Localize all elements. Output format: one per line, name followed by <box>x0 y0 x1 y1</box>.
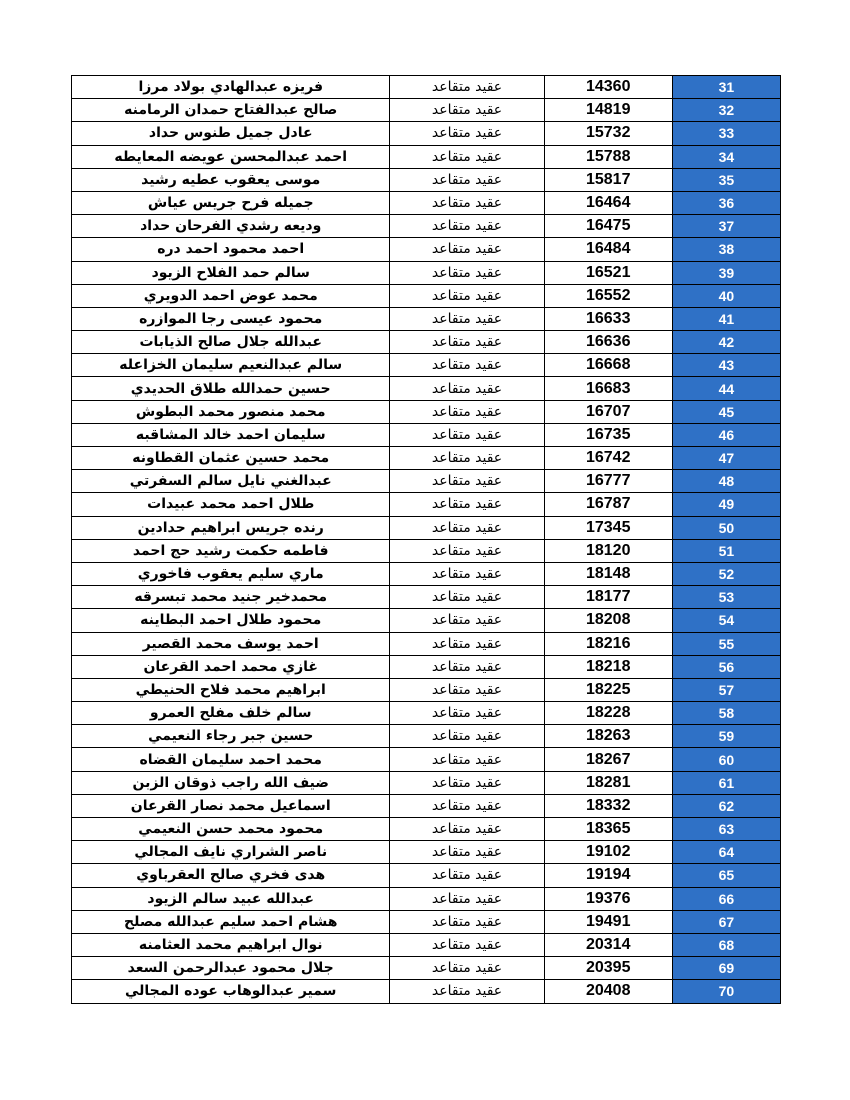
number-cell: 16552 <box>544 284 672 307</box>
name-cell: عبدالغني نايل سالم السفرتي <box>72 470 390 493</box>
rank-cell: عقيد متقاعد <box>390 215 544 238</box>
table-row <box>72 400 781 423</box>
rank-cell: عقيد متقاعد <box>390 423 544 446</box>
table-row <box>72 980 781 1003</box>
rank-cell: عقيد متقاعد <box>390 238 544 261</box>
index-cell: 41 <box>672 307 780 330</box>
name-cell: غازي محمد احمد القرعان <box>72 655 390 678</box>
number-cell: 16475 <box>544 215 672 238</box>
name-cell: وديعه رشدي الفرحان حداد <box>72 215 390 238</box>
index-cell: 58 <box>672 702 780 725</box>
index-cell: 70 <box>672 980 780 1003</box>
rank-cell: عقيد متقاعد <box>390 516 544 539</box>
rank-cell: عقيد متقاعد <box>390 145 544 168</box>
index-cell: 52 <box>672 562 780 585</box>
name-cell: فاطمه حكمت رشيد حج احمد <box>72 539 390 562</box>
index-cell: 43 <box>672 354 780 377</box>
rank-cell: عقيد متقاعد <box>390 632 544 655</box>
table-body <box>72 76 781 1004</box>
name-cell: سالم عبدالنعيم سليمان الخزاعله <box>72 354 390 377</box>
rank-cell: عقيد متقاعد <box>390 702 544 725</box>
table-row <box>72 586 781 609</box>
number-cell: 18208 <box>544 609 672 632</box>
table-row <box>72 99 781 122</box>
table-row <box>72 354 781 377</box>
index-cell: 46 <box>672 423 780 446</box>
index-cell: 67 <box>672 910 780 933</box>
number-cell: 18148 <box>544 562 672 585</box>
name-cell: صالح عبدالفتاح حمدان الرمامنه <box>72 99 390 122</box>
number-cell: 16777 <box>544 470 672 493</box>
number-cell: 20395 <box>544 957 672 980</box>
name-cell: محمد حسين عثمان القطاونه <box>72 447 390 470</box>
number-cell: 19102 <box>544 841 672 864</box>
name-cell: حسين حمدالله طلاق الحديدي <box>72 377 390 400</box>
index-cell: 54 <box>672 609 780 632</box>
name-cell: محمدخير جنيد محمد تبسرقه <box>72 586 390 609</box>
name-cell: ابراهيم محمد فلاح الحنيطي <box>72 678 390 701</box>
name-cell: حسين جبر رجاء النعيمي <box>72 725 390 748</box>
number-cell: 19491 <box>544 910 672 933</box>
number-cell: 19194 <box>544 864 672 887</box>
rank-cell: عقيد متقاعد <box>390 400 544 423</box>
number-cell: 16521 <box>544 261 672 284</box>
table-row <box>72 725 781 748</box>
name-cell: ضيف الله راجب ذوقان الزبن <box>72 771 390 794</box>
table-row <box>72 122 781 145</box>
number-cell: 18263 <box>544 725 672 748</box>
number-cell: 15788 <box>544 145 672 168</box>
name-cell: فريزه عبدالهادي بولاد مرزا <box>72 76 390 99</box>
number-cell: 16787 <box>544 493 672 516</box>
name-cell: طلال احمد محمد عبيدات <box>72 493 390 516</box>
number-cell: 20314 <box>544 933 672 956</box>
rank-cell: عقيد متقاعد <box>390 841 544 864</box>
index-cell: 66 <box>672 887 780 910</box>
table-row <box>72 562 781 585</box>
name-cell: محمد منصور محمد البطوش <box>72 400 390 423</box>
index-cell: 59 <box>672 725 780 748</box>
table-row <box>72 493 781 516</box>
index-cell: 68 <box>672 933 780 956</box>
table-row <box>72 331 781 354</box>
rank-cell: عقيد متقاعد <box>390 447 544 470</box>
table-row <box>72 423 781 446</box>
index-cell: 56 <box>672 655 780 678</box>
number-cell: 15817 <box>544 168 672 191</box>
rank-cell: عقيد متقاعد <box>390 933 544 956</box>
index-cell: 34 <box>672 145 780 168</box>
table-row <box>72 470 781 493</box>
index-cell: 65 <box>672 864 780 887</box>
index-cell: 64 <box>672 841 780 864</box>
name-cell: محمد عوض احمد الدويري <box>72 284 390 307</box>
name-cell: هشام احمد سليم عبدالله مصلح <box>72 910 390 933</box>
table-row <box>72 238 781 261</box>
table-row <box>72 818 781 841</box>
table-row <box>72 864 781 887</box>
number-cell: 20408 <box>544 980 672 1003</box>
number-cell: 16464 <box>544 191 672 214</box>
table-row <box>72 910 781 933</box>
index-cell: 31 <box>672 76 780 99</box>
name-cell: موسى يعقوب عطيه رشيد <box>72 168 390 191</box>
table-row <box>72 609 781 632</box>
name-cell: سالم حمد الفلاح الزيود <box>72 261 390 284</box>
index-cell: 62 <box>672 794 780 817</box>
number-cell: 16735 <box>544 423 672 446</box>
number-cell: 16707 <box>544 400 672 423</box>
index-cell: 57 <box>672 678 780 701</box>
name-cell: ماري سليم يعقوب فاخوري <box>72 562 390 585</box>
index-cell: 69 <box>672 957 780 980</box>
number-cell: 16742 <box>544 447 672 470</box>
name-cell: جميله فرح جريس عياش <box>72 191 390 214</box>
rank-cell: عقيد متقاعد <box>390 562 544 585</box>
index-cell: 33 <box>672 122 780 145</box>
rank-cell: عقيد متقاعد <box>390 354 544 377</box>
table-row <box>72 771 781 794</box>
number-cell: 16633 <box>544 307 672 330</box>
name-cell: نوال ابراهيم محمد العثامنه <box>72 933 390 956</box>
rank-cell: عقيد متقاعد <box>390 980 544 1003</box>
name-cell: احمد يوسف محمد القصير <box>72 632 390 655</box>
index-cell: 55 <box>672 632 780 655</box>
index-cell: 48 <box>672 470 780 493</box>
number-cell: 16636 <box>544 331 672 354</box>
number-cell: 18228 <box>544 702 672 725</box>
name-cell: احمد عبدالمحسن عويضه المعايطه <box>72 145 390 168</box>
table-row <box>72 145 781 168</box>
table-row <box>72 841 781 864</box>
rank-cell: عقيد متقاعد <box>390 957 544 980</box>
index-cell: 39 <box>672 261 780 284</box>
number-cell: 15732 <box>544 122 672 145</box>
rank-cell: عقيد متقاعد <box>390 493 544 516</box>
number-cell: 18365 <box>544 818 672 841</box>
rank-cell: عقيد متقاعد <box>390 76 544 99</box>
table-row <box>72 794 781 817</box>
name-cell: رنده جريس ابراهيم حدادين <box>72 516 390 539</box>
rank-cell: عقيد متقاعد <box>390 331 544 354</box>
index-cell: 51 <box>672 539 780 562</box>
index-cell: 63 <box>672 818 780 841</box>
index-cell: 60 <box>672 748 780 771</box>
index-cell: 53 <box>672 586 780 609</box>
rank-cell: عقيد متقاعد <box>390 910 544 933</box>
rank-cell: عقيد متقاعد <box>390 586 544 609</box>
table-row <box>72 76 781 99</box>
index-cell: 44 <box>672 377 780 400</box>
index-cell: 38 <box>672 238 780 261</box>
number-cell: 18218 <box>544 655 672 678</box>
name-cell: سمير عبدالوهاب عوده المجالي <box>72 980 390 1003</box>
table-row <box>72 261 781 284</box>
table-row <box>72 632 781 655</box>
index-cell: 45 <box>672 400 780 423</box>
table-row <box>72 377 781 400</box>
table-row <box>72 678 781 701</box>
table-row <box>72 887 781 910</box>
table-row <box>72 539 781 562</box>
table-row <box>72 655 781 678</box>
number-cell: 18332 <box>544 794 672 817</box>
table-row <box>72 307 781 330</box>
number-cell: 18225 <box>544 678 672 701</box>
table-row <box>72 168 781 191</box>
name-cell: جلال محمود عبدالرحمن السعد <box>72 957 390 980</box>
number-cell: 16484 <box>544 238 672 261</box>
rank-cell: عقيد متقاعد <box>390 191 544 214</box>
rank-cell: عقيد متقاعد <box>390 377 544 400</box>
name-cell: سالم خلف مفلح العمرو <box>72 702 390 725</box>
number-cell: 18216 <box>544 632 672 655</box>
rank-cell: عقيد متقاعد <box>390 99 544 122</box>
name-cell: هدى فخري صالح العقرباوي <box>72 864 390 887</box>
number-cell: 14360 <box>544 76 672 99</box>
number-cell: 18177 <box>544 586 672 609</box>
name-cell: عبدالله جلال صالح الذيابات <box>72 331 390 354</box>
index-cell: 42 <box>672 331 780 354</box>
index-cell: 47 <box>672 447 780 470</box>
number-cell: 19376 <box>544 887 672 910</box>
name-cell: اسماعيل محمد نصار القرعان <box>72 794 390 817</box>
rank-cell: عقيد متقاعد <box>390 168 544 191</box>
name-cell: عادل جميل طنوس حداد <box>72 122 390 145</box>
index-cell: 35 <box>672 168 780 191</box>
rank-cell: عقيد متقاعد <box>390 887 544 910</box>
rank-cell: عقيد متقاعد <box>390 122 544 145</box>
rank-cell: عقيد متقاعد <box>390 678 544 701</box>
rank-cell: عقيد متقاعد <box>390 725 544 748</box>
rank-cell: عقيد متقاعد <box>390 261 544 284</box>
table-row <box>72 933 781 956</box>
number-cell: 16683 <box>544 377 672 400</box>
rank-cell: عقيد متقاعد <box>390 794 544 817</box>
number-cell: 14819 <box>544 99 672 122</box>
index-cell: 49 <box>672 493 780 516</box>
table-row <box>72 447 781 470</box>
rank-cell: عقيد متقاعد <box>390 284 544 307</box>
name-cell: محمد احمد سليمان القضاه <box>72 748 390 771</box>
index-cell: 36 <box>672 191 780 214</box>
number-cell: 18120 <box>544 539 672 562</box>
index-cell: 32 <box>672 99 780 122</box>
table-row <box>72 215 781 238</box>
index-cell: 40 <box>672 284 780 307</box>
name-cell: ناصر الشراري نايف المجالي <box>72 841 390 864</box>
name-cell: محمود محمد حسن النعيمي <box>72 818 390 841</box>
number-cell: 17345 <box>544 516 672 539</box>
number-cell: 18281 <box>544 771 672 794</box>
name-cell: محمود طلال احمد البطاينه <box>72 609 390 632</box>
table-row <box>72 191 781 214</box>
name-cell: سليمان احمد خالد المشاقبه <box>72 423 390 446</box>
index-cell: 50 <box>672 516 780 539</box>
rank-cell: عقيد متقاعد <box>390 864 544 887</box>
rank-cell: عقيد متقاعد <box>390 470 544 493</box>
retirees-table <box>71 75 781 1004</box>
table-row <box>72 516 781 539</box>
table-row <box>72 702 781 725</box>
number-cell: 16668 <box>544 354 672 377</box>
table-row <box>72 284 781 307</box>
rank-cell: عقيد متقاعد <box>390 818 544 841</box>
number-cell: 18267 <box>544 748 672 771</box>
index-cell: 61 <box>672 771 780 794</box>
name-cell: محمود عيسى رجا الموازره <box>72 307 390 330</box>
name-cell: عبدالله عبيد سالم الزيود <box>72 887 390 910</box>
name-cell: احمد محمود احمد دره <box>72 238 390 261</box>
rank-cell: عقيد متقاعد <box>390 655 544 678</box>
rank-cell: عقيد متقاعد <box>390 539 544 562</box>
rank-cell: عقيد متقاعد <box>390 771 544 794</box>
index-cell: 37 <box>672 215 780 238</box>
table-row <box>72 957 781 980</box>
table-row <box>72 748 781 771</box>
rank-cell: عقيد متقاعد <box>390 609 544 632</box>
rank-cell: عقيد متقاعد <box>390 307 544 330</box>
rank-cell: عقيد متقاعد <box>390 748 544 771</box>
